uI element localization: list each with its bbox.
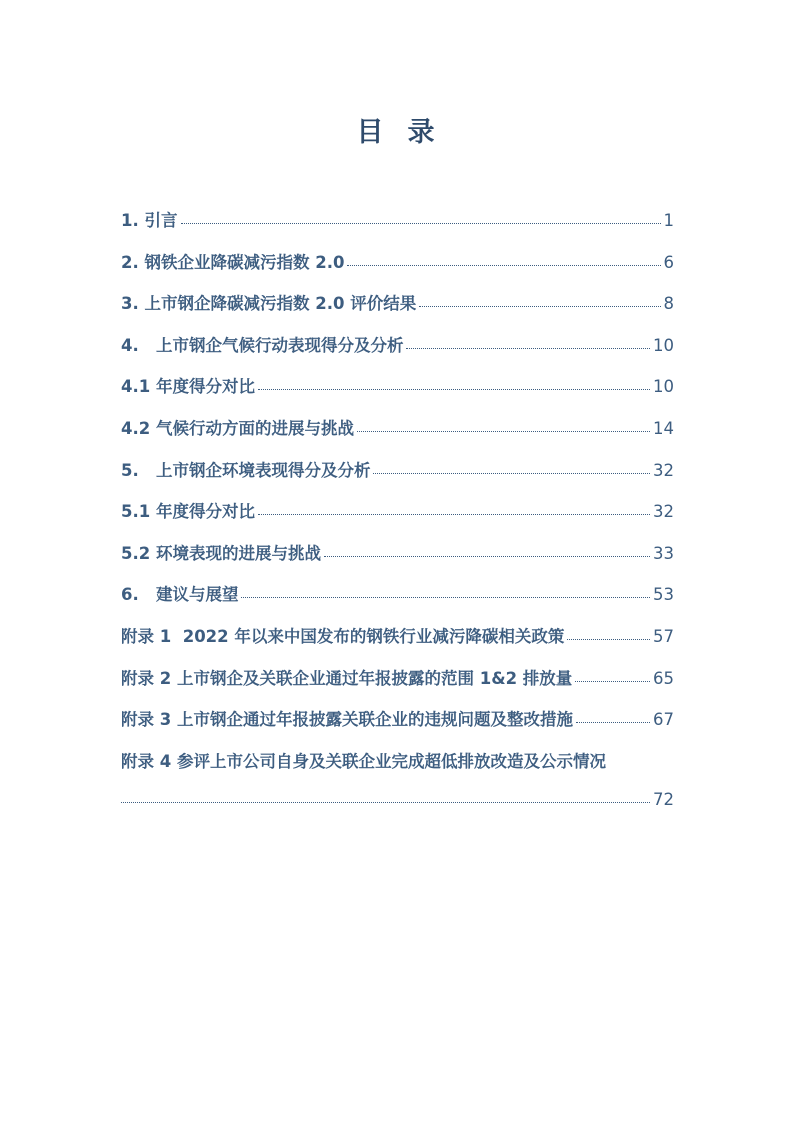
toc-entry[interactable]	[121, 623, 674, 665]
toc-entry-page: 72	[653, 789, 674, 809]
toc-entry-page: 32	[653, 460, 674, 480]
toc-entry-page: 65	[653, 668, 674, 688]
toc-entry-wrapped[interactable]	[121, 748, 674, 790]
toc-entry-label: 1. 引言	[121, 211, 178, 230]
toc-entry-page: 53	[653, 585, 674, 605]
toc-entry-page: 1	[663, 211, 674, 230]
toc-entry-page: 10	[653, 335, 674, 355]
toc-leader-dots	[258, 514, 650, 515]
toc-entry-label: 附录 3 上市钢企通过年报披露关联企业的违规问题及整改措施	[121, 710, 573, 730]
toc-leader-dots	[181, 223, 661, 224]
toc-entry-page: 32	[653, 502, 674, 522]
toc-entry-page: 57	[653, 626, 674, 646]
toc-entry[interactable]	[121, 665, 674, 707]
toc-leader-dots	[121, 802, 650, 803]
toc-entry-page: 67	[653, 710, 674, 730]
toc-leader-dots	[258, 389, 650, 390]
toc-entry-label: 2. 钢铁企业降碳减污指数 2.0	[121, 252, 345, 272]
toc-entry-page: 10	[653, 377, 674, 397]
toc-entry[interactable]	[121, 249, 674, 291]
toc-leader-dots	[419, 306, 660, 307]
page-title-part-2: 录	[407, 117, 437, 148]
toc-entry-label: 附录 1 2022 年以来中国发布的钢铁行业减污降碳相关政策	[121, 626, 565, 646]
toc-leader-dots	[357, 431, 650, 432]
toc-entry-label: 4.2 气候行动方面的进展与挑战	[121, 418, 354, 438]
toc-leader-dots	[241, 597, 650, 598]
toc-leader-dots	[324, 556, 650, 557]
toc-entry[interactable]	[121, 540, 674, 582]
toc-entry[interactable]	[121, 706, 674, 748]
toc-leader-dots	[406, 348, 650, 349]
toc-entry-label: 5. 上市钢企环境表现得分及分析	[121, 460, 371, 480]
toc-entry[interactable]	[121, 457, 674, 499]
page-title	[0, 110, 793, 149]
toc-entry-page: 6	[663, 252, 674, 272]
toc-entry-label: 4. 上市钢企气候行动表现得分及分析	[121, 335, 404, 355]
toc-entry-page: 33	[653, 543, 674, 563]
toc-entry[interactable]	[121, 415, 674, 457]
toc-entry[interactable]	[121, 332, 674, 374]
toc-entry-label: 4.1 年度得分对比	[121, 377, 255, 397]
toc-entry[interactable]	[121, 290, 674, 332]
toc-entry[interactable]	[121, 581, 674, 623]
toc-entry-label: 附录 4 参评上市公司自身及关联企业完成超低排放改造及公示情况	[121, 751, 606, 771]
toc-entry-label: 附录 2 上市钢企及关联企业通过年报披露的范围 1&2 排放量	[121, 668, 573, 688]
toc-entry-page: 8	[663, 294, 674, 314]
toc-entry-label: 5.2 环境表现的进展与挑战	[121, 543, 321, 563]
toc-leader-dots	[347, 265, 660, 266]
toc-entry-wrapped-continuation[interactable]	[121, 790, 674, 832]
table-of-contents	[121, 207, 674, 831]
toc-entry-label: 3. 上市钢企降碳减污指数 2.0 评价结果	[121, 294, 417, 314]
toc-entry-label: 6. 建议与展望	[121, 585, 239, 605]
toc-leader-dots	[575, 681, 650, 682]
toc-entry-page: 14	[653, 418, 674, 438]
toc-leader-dots	[576, 722, 650, 723]
toc-entry-label: 5.1 年度得分对比	[121, 502, 255, 522]
toc-entry[interactable]	[121, 498, 674, 540]
toc-leader-dots	[373, 473, 650, 474]
toc-entry[interactable]	[121, 373, 674, 415]
page-title-part-1: 目	[356, 117, 386, 148]
toc-leader-dots	[567, 639, 650, 640]
toc-entry[interactable]	[121, 207, 674, 249]
